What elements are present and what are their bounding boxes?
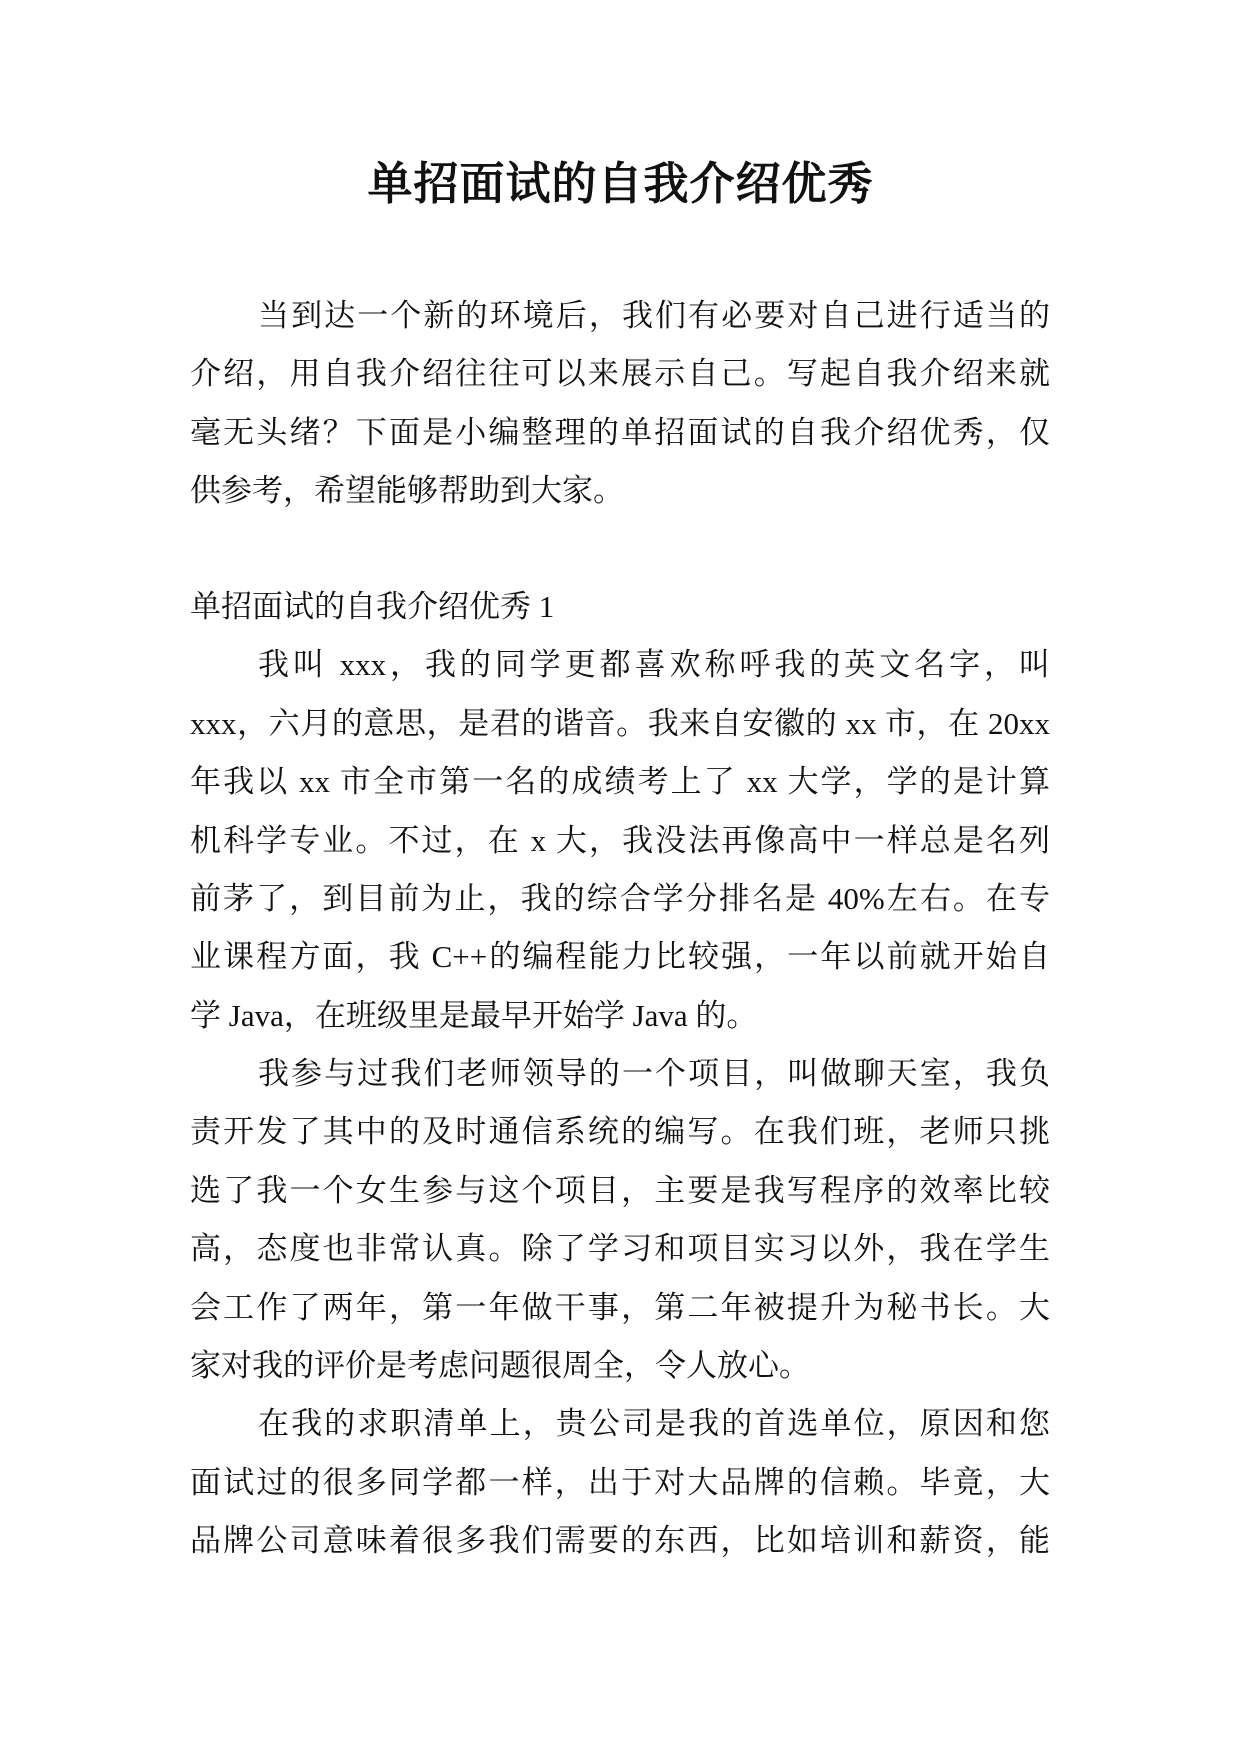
paragraph-line: 高，态度也非常认真。除了学习和项目实习以外，我在学生	[190, 1231, 1050, 1267]
document-body	[190, 287, 1050, 1571]
paragraph-line: 业课程方面，我 C++的编程能力比较强，一年以前就开始自	[190, 939, 1050, 975]
intro-paragraph	[190, 287, 1050, 521]
section-paragraph-2	[190, 1045, 1050, 1395]
section-paragraph-1	[190, 636, 1050, 1045]
paragraph-line: 品牌公司意味着很多我们需要的东西，比如培训和薪资，能	[190, 1523, 1050, 1559]
section-heading: 单招面试的自我介绍优秀 1	[190, 588, 555, 624]
paragraph-line: 年我以 xx 市全市第一名的成绩考上了 xx 大学，学的是计算	[190, 764, 1050, 800]
paragraph-line: 会工作了两年，第一年做干事，第二年被提升为秘书长。大	[190, 1289, 1050, 1325]
paragraph-line: xxx，六月的意思，是君的谐音。我来自安徽的 xx 市，在 20xx	[190, 705, 1050, 741]
paragraph-line: 毫无头绪？下面是小编整理的单招面试的自我介绍优秀，仅	[190, 414, 1050, 450]
paragraph-line: 学 Java，在班级里是最早开始学 Java 的。	[190, 997, 758, 1033]
paragraph-line: 我叫 xxx，我的同学更都喜欢称呼我的英文名字，叫	[258, 647, 1050, 683]
paragraph-line: 我参与过我们老师领导的一个项目，叫做聊天室，我负	[258, 1056, 1050, 1092]
paragraph-line: 家对我的评价是考虑问题很周全，令人放心。	[190, 1348, 810, 1384]
paragraph-line: 前茅了，到目前为止，我的综合学分排名是 40%左右。在专	[190, 880, 1050, 916]
paragraph-line: 在我的求职清单上，贵公司是我的首选单位，原因和您	[258, 1406, 1050, 1442]
paragraph-line: 面试过的很多同学都一样，出于对大品牌的信赖。毕竟，大	[190, 1464, 1050, 1500]
paragraph-line: 介绍，用自我介绍往往可以来展示自己。写起自我介绍来就	[190, 356, 1050, 392]
page-title: 单招面试的自我介绍优秀	[367, 159, 874, 209]
paragraph-line: 机科学专业。不过，在 x 大，我没法再像高中一样总是名列	[190, 822, 1050, 858]
paragraph-line: 当到达一个新的环境后，我们有必要对自己进行适当的	[258, 298, 1050, 333]
section-paragraph-3	[190, 1395, 1050, 1570]
paragraph-line: 供参考，希望能够帮助到大家。	[190, 473, 624, 509]
paragraph-line: 责开发了其中的及时通信系统的编写。在我们班，老师只挑	[190, 1114, 1050, 1150]
paragraph-line: 选了我一个女生参与这个项目，主要是我写程序的效率比较	[190, 1172, 1050, 1208]
